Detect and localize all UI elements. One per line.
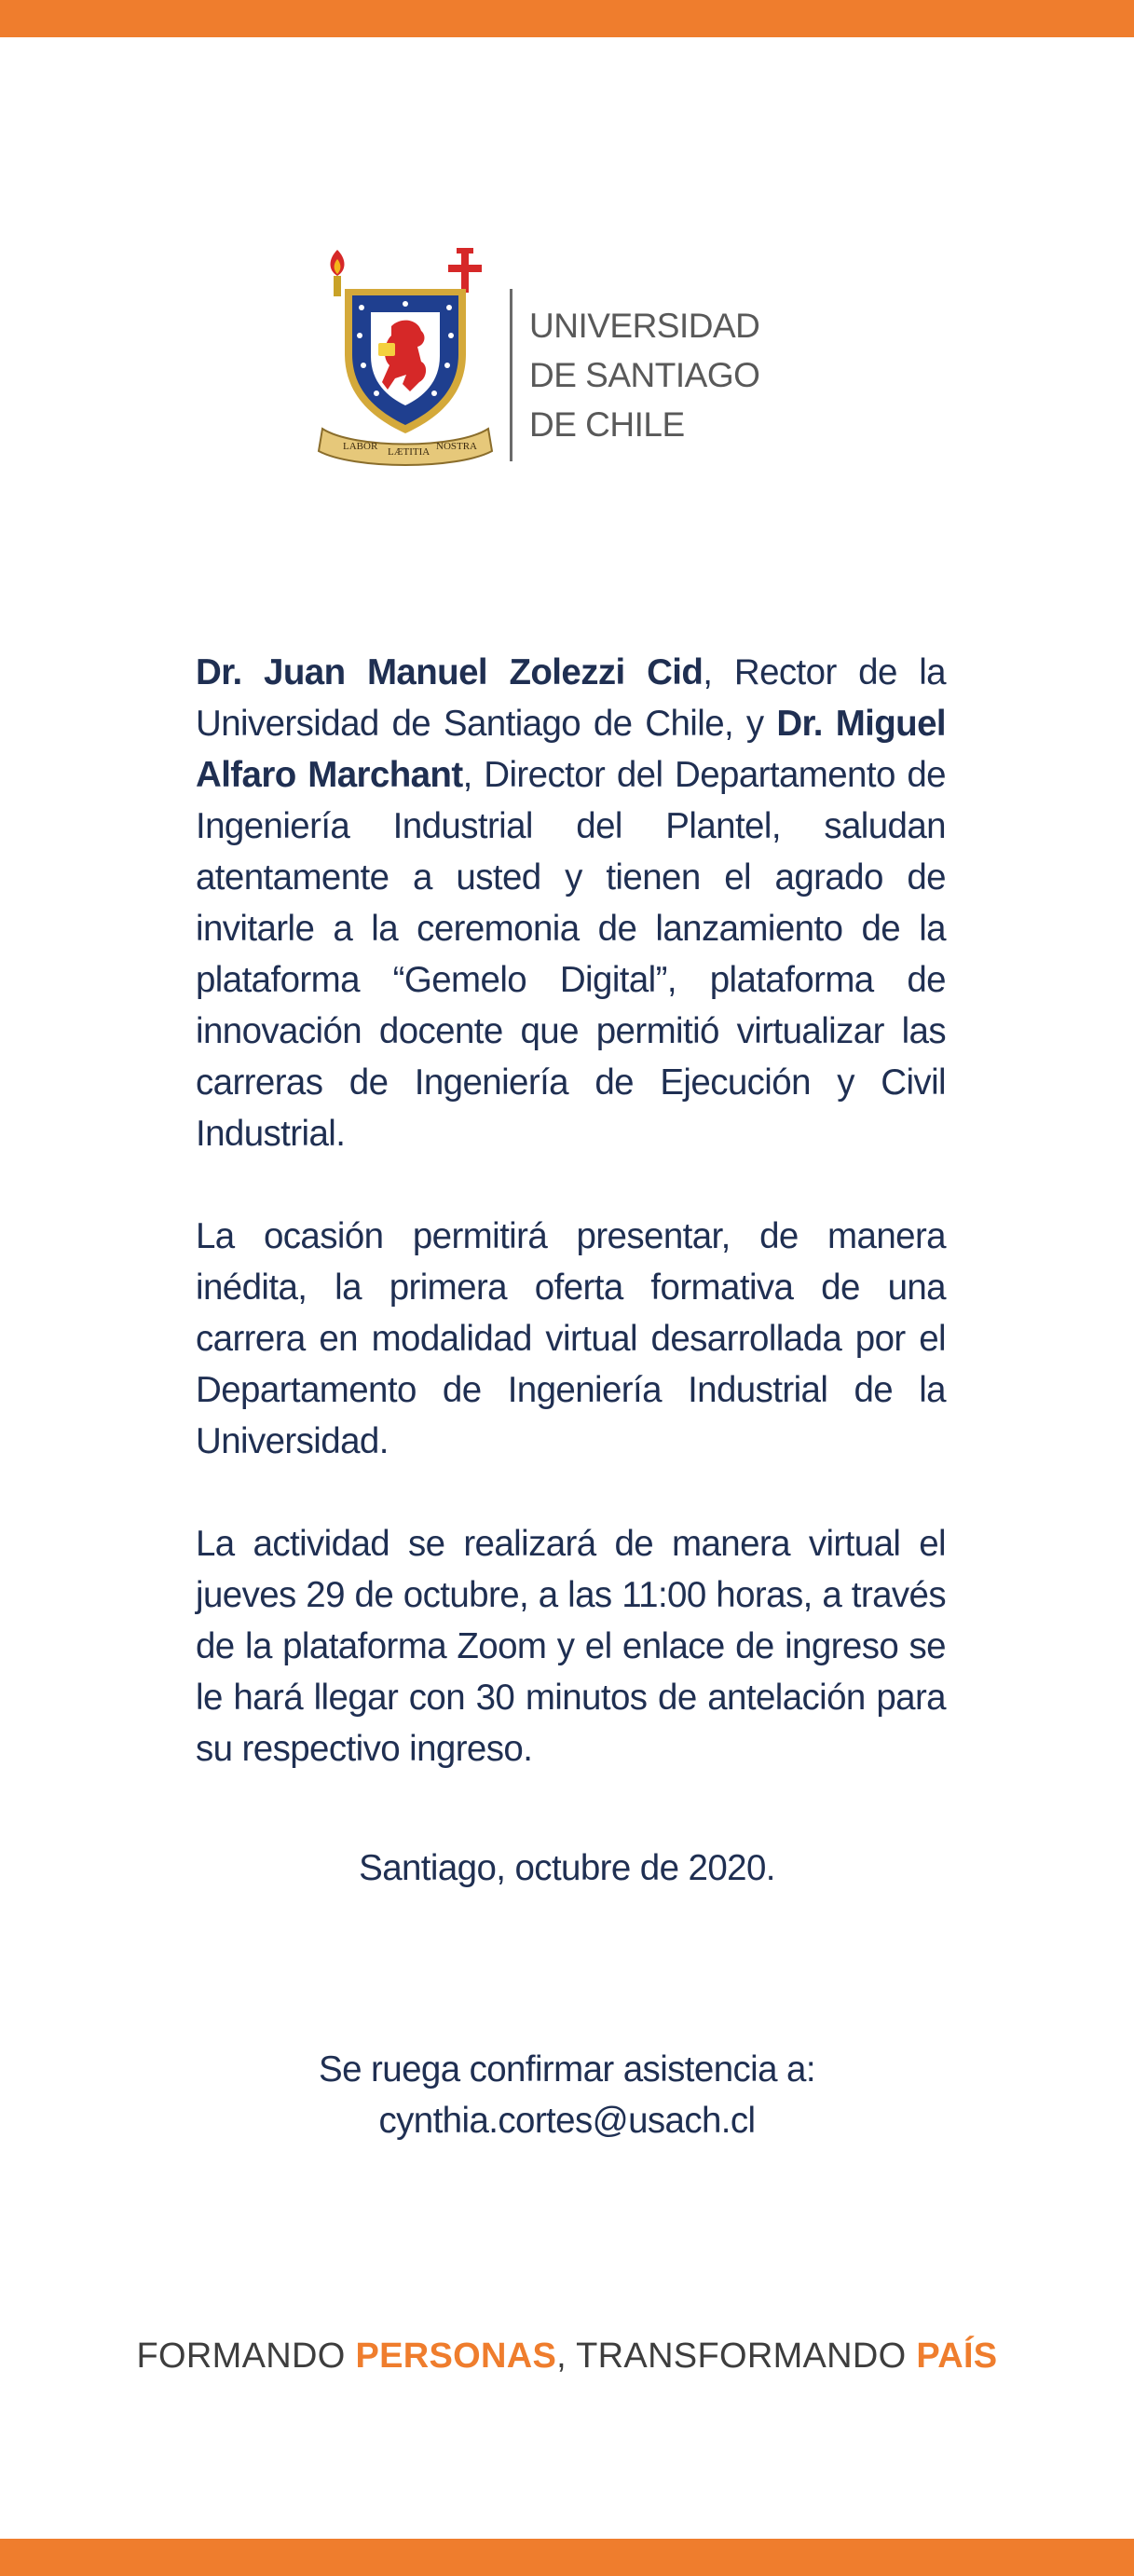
cross-icon xyxy=(448,248,482,293)
place-and-date: Santiago, octubre de 2020. xyxy=(359,1848,775,1888)
paragraph-1-text-b: , Director del Departamento de Ingeniería Industrial del Plantel, saludan atentamente a usted y tienen el agrado de invitarle a la ceremonia de lanzamiento de la plataforma “Gemelo Digital”, plataforma de innovación docente que permitió virtualizar las carreras de Ingeniería de Ejecución y Civil Industrial. xyxy=(196,755,946,1154)
rsvp-block xyxy=(0,2044,1134,2146)
slogan-highlight-pais: PAÍS xyxy=(916,2336,998,2376)
invitation-paragraph-3: La actividad se realizará de manera virtual el jueves 29 de octubre, a las 11:00 horas, a través de la plataforma Zoom y el enlace de ingreso se le hará llegar con 30 minutos de antelación para su respectivo ingreso. xyxy=(196,1524,946,1769)
slogan-part-2: , TRANSFORMANDO xyxy=(556,2336,917,2376)
slogan xyxy=(0,2328,1134,2384)
logo-divider xyxy=(510,289,512,461)
university-name-line-3: DE CHILE xyxy=(529,405,685,444)
university-name-line-2: DE SANTIAGO xyxy=(529,356,760,394)
invitation-paragraph-2: La ocasión permitirá presentar, de manera inédita, la primera oferta formativa de una carrera en modalidad virtual desarrollada por el Departamento de Ingeniería Industrial de la Universidad. xyxy=(196,1216,946,1461)
slogan-highlight-personas: PERSONAS xyxy=(355,2336,557,2376)
university-crest-icon xyxy=(317,242,494,466)
svg-text:NOSTRA: NOSTRA xyxy=(436,441,478,452)
svg-text:LÆTITIA: LÆTITIA xyxy=(388,446,430,458)
university-name xyxy=(529,301,809,449)
invitation-body xyxy=(196,647,946,1774)
university-logo xyxy=(317,242,801,466)
paragraph-1-text-a: , Rector de la Universidad de Santiago de Chile, y xyxy=(196,652,946,744)
torch-icon xyxy=(331,250,345,296)
slogan-part-1: FORMANDO xyxy=(136,2336,356,2376)
svg-text:LABOR: LABOR xyxy=(343,441,378,452)
university-name-line-1: UNIVERSIDAD xyxy=(529,307,760,345)
top-orange-band xyxy=(0,0,1134,37)
rsvp-email: cynthia.cortes@usach.cl xyxy=(378,2101,756,2141)
bottom-orange-band xyxy=(0,2539,1134,2576)
rsvp-text: Se ruega confirmar asistencia a: xyxy=(319,2049,815,2090)
rector-name: Dr. Juan Manuel Zolezzi Cid xyxy=(196,652,704,692)
invitation-paragraph-1 xyxy=(196,647,946,1159)
director-name: Dr. Miguel Alfaro Marchant xyxy=(196,704,947,795)
